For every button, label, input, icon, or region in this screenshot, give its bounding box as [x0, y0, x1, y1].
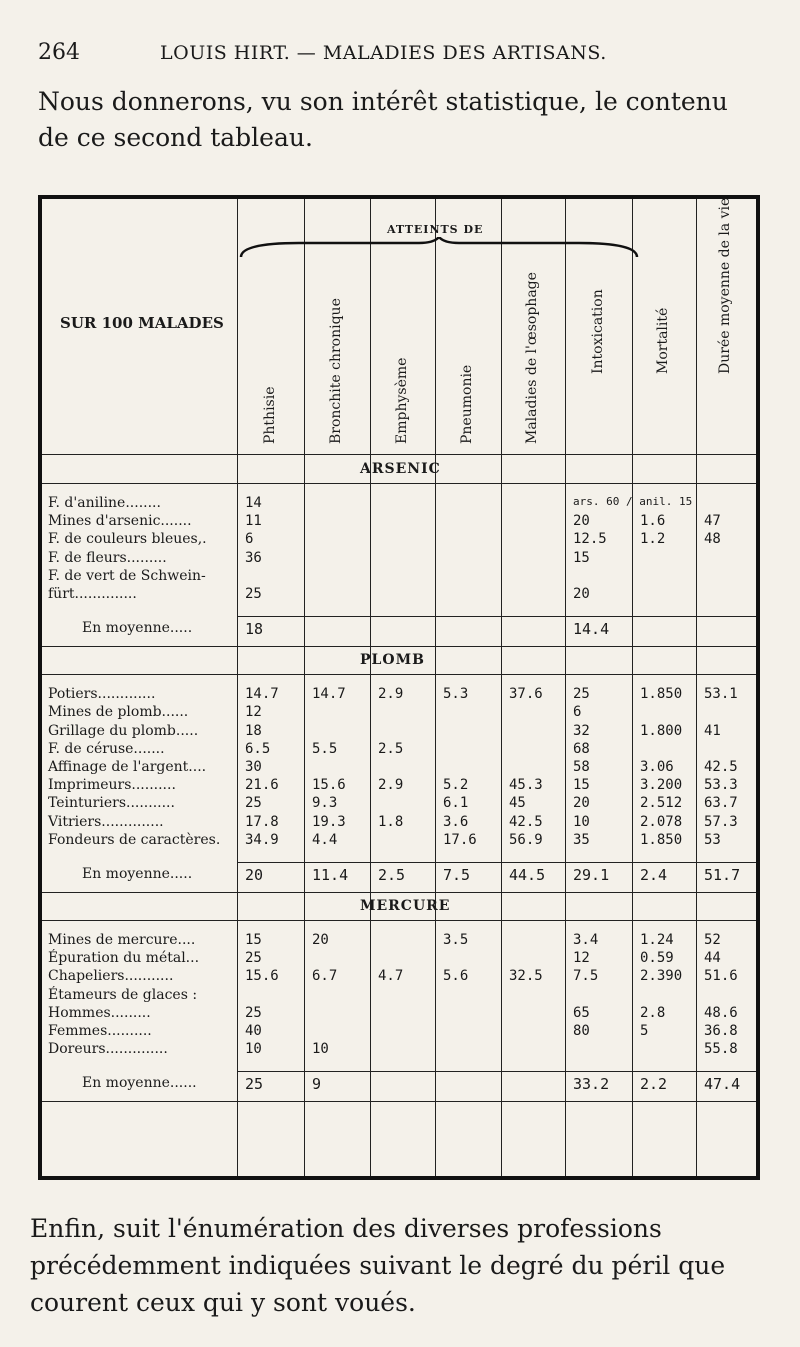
table-cell: 57.3	[704, 813, 738, 830]
table-cell: 2.9	[378, 777, 404, 794]
section-end-rule	[42, 892, 756, 893]
table-cell: 14	[245, 495, 262, 511]
table-cell: 20	[573, 795, 590, 812]
table-cell: 2.512	[640, 795, 683, 812]
section-title-arsenic: ARSENIC	[360, 461, 441, 477]
table-row-label: Épuration du métal...	[48, 950, 200, 967]
mean-row-label: En moyenne.....	[82, 866, 193, 882]
table-row-label: fürt..............	[48, 586, 137, 602]
column-rule	[304, 199, 305, 1176]
table-row-label: Teinturiers...........	[48, 795, 175, 812]
table-cell: 17.8	[245, 813, 279, 830]
table-cell: 48	[704, 531, 721, 548]
table-row-label: F. de vert de Schwein-	[48, 567, 206, 584]
column-rule	[632, 199, 633, 1176]
table-row-label: Chapeliers...........	[48, 968, 174, 985]
table-cell: 3.200	[640, 777, 683, 794]
table-cell: 1.8	[378, 813, 404, 830]
table-cell: 40	[245, 1023, 262, 1039]
table-row-label: Fondeurs de caractères.	[48, 831, 221, 848]
table-cell: 4.4	[312, 831, 338, 848]
column-rule	[501, 199, 502, 1176]
table-cell: 10	[573, 813, 590, 830]
table-cell: 45	[509, 795, 526, 812]
table-row-label: F. de couleurs bleues,.	[48, 531, 207, 548]
table-cell: 2.078	[640, 813, 683, 830]
table-cell: 5.6	[443, 968, 469, 985]
table-cell: 15	[573, 777, 590, 794]
table-cell: 25	[245, 586, 262, 602]
table-cell: 17.6	[443, 831, 477, 848]
table-row-label: Vitriers..............	[48, 813, 164, 830]
table-cell: 6	[573, 704, 582, 721]
table-cell: 18	[245, 722, 262, 739]
table-row-label: Mines d'arsenic.......	[48, 513, 192, 530]
table-cell: 65	[573, 1004, 590, 1021]
table-cell: 1.2	[640, 531, 666, 548]
mean-cell: 9	[312, 1075, 322, 1094]
table-cell: 36	[245, 549, 262, 566]
section-end-rule	[42, 646, 756, 647]
table-cell: 20	[312, 932, 329, 948]
table-cell: 47	[704, 513, 721, 530]
table-row-label: Imprimeurs..........	[48, 777, 176, 794]
section-title-mercure: MERCURE	[360, 898, 451, 914]
table-cell: 15.6	[245, 968, 279, 985]
table-cell: 19.3	[312, 813, 346, 830]
table-cell: 25	[245, 1004, 262, 1021]
table-cell: 6.5	[245, 740, 271, 757]
table-row-label: Étameurs de glaces :	[48, 986, 198, 1003]
table-cell: 48.6	[704, 1004, 738, 1021]
table-cell: 15	[245, 932, 262, 948]
table-cell: 3.6	[443, 813, 469, 830]
page-number: 264	[38, 40, 80, 65]
table-row-label: Mines de plomb......	[48, 704, 189, 721]
table-cell: 20	[573, 513, 590, 530]
group-brace	[239, 237, 639, 261]
column-rule	[435, 199, 436, 1176]
mean-rule	[237, 1071, 756, 1072]
mean-cell: 11.4	[312, 866, 349, 884]
table-cell: 42.5	[704, 759, 738, 775]
column-header-5: Maladies de l'œsophage	[524, 272, 540, 444]
section-title-plomb: PLOMB	[360, 652, 425, 669]
table-cell: 53	[704, 831, 721, 848]
section-end-rule	[42, 1101, 756, 1102]
table-row-label: F. de fleurs.........	[48, 549, 167, 566]
table-cell: 45.3	[509, 777, 543, 794]
table-cell: 5.2	[443, 777, 469, 794]
table-row-label: Affinage de l'argent....	[48, 759, 207, 775]
table-cell: 1.850	[640, 686, 683, 703]
mean-cell: 44.5	[509, 866, 546, 884]
column-header-1: Phthisie	[261, 386, 278, 444]
section-rule	[42, 920, 756, 921]
table-cell: 6.1	[443, 795, 469, 812]
running-title: LOUIS HIRT. — MALADIES DES ARTISANS.	[160, 42, 607, 64]
table-cell: 36.8	[704, 1023, 738, 1039]
table-row-label: Potiers.............	[48, 686, 156, 703]
table-cell: 3.06	[640, 759, 674, 775]
table-cell: 2.5	[378, 740, 404, 757]
column-header-2: Bronchite chronique	[328, 298, 344, 444]
table-cell: 7.5	[573, 968, 599, 985]
mean-rule	[237, 862, 756, 863]
table-cell: 34.9	[245, 831, 279, 848]
table-cell: ars. 60 / anil. 15	[573, 495, 693, 508]
table-row-label: Femmes..........	[48, 1023, 152, 1039]
mean-cell: 29.1	[573, 866, 610, 884]
column-rule	[696, 199, 697, 1176]
table-cell: 35	[573, 831, 590, 848]
column-header-7: Mortalité	[655, 307, 671, 374]
column-rule	[370, 199, 371, 1176]
mean-cell: 20	[245, 866, 264, 884]
table-cell: 9.3	[312, 795, 338, 812]
table-cell: 32	[573, 722, 590, 739]
table-cell: 25	[245, 950, 262, 967]
table-cell: 5.5	[312, 740, 338, 757]
table-cell: 32.5	[509, 968, 543, 985]
table-cell: 3.4	[573, 932, 599, 948]
table-cell: 4.7	[378, 968, 404, 985]
table-cell: 42.5	[509, 813, 543, 830]
table-cell: 12.5	[573, 531, 607, 548]
mean-cell: 2.5	[378, 866, 406, 884]
mean-row-label: En moyenne.....	[82, 620, 193, 637]
column-header-4: Pneumonie	[459, 364, 475, 444]
table-cell: 6	[245, 531, 254, 548]
table-cell: 10	[312, 1041, 329, 1058]
table-cell: 1.24	[640, 932, 674, 948]
header-rule	[42, 454, 756, 455]
table-cell: 41	[704, 722, 721, 739]
table-cell: 6.7	[312, 968, 338, 985]
column-header-3: Emphysème	[393, 357, 410, 444]
table-cell: 3.5	[443, 932, 469, 948]
section-rule	[42, 483, 756, 484]
table-cell: 14.7	[245, 686, 279, 703]
table-cell: 44	[704, 950, 721, 967]
mean-cell: 7.5	[443, 866, 471, 884]
mean-cell: 33.2	[573, 1075, 610, 1094]
table-cell: 63.7	[704, 795, 738, 812]
table-cell: 37.6	[509, 686, 543, 703]
table-cell: 1.850	[640, 831, 683, 848]
table-row-label: Hommes.........	[48, 1004, 151, 1021]
column-rule	[565, 199, 566, 1176]
table-cell: 1.800	[640, 722, 683, 739]
table-cell: 10	[245, 1041, 262, 1058]
table-cell: 80	[573, 1023, 590, 1039]
table-cell: 30	[245, 759, 262, 775]
mean-cell: 14.4	[573, 620, 610, 639]
table-cell: 68	[573, 740, 590, 757]
table-cell: 53.1	[704, 686, 738, 703]
mean-cell: 2.2	[640, 1075, 668, 1094]
mean-cell: 18	[245, 620, 264, 639]
column-rule	[237, 199, 238, 1176]
table-cell: 0.59	[640, 950, 674, 967]
mean-row-label: En moyenne......	[82, 1075, 197, 1092]
table-row-label: Mines de mercure....	[48, 932, 196, 948]
mean-cell: 25	[245, 1075, 264, 1094]
section-rule	[42, 674, 756, 675]
statistics-table	[38, 195, 760, 1180]
table-cell: 55.8	[704, 1041, 738, 1058]
table-cell: 25	[573, 686, 590, 703]
table-cell: 2.390	[640, 968, 683, 985]
table-corner-label: SUR 100 MALADES	[60, 314, 224, 332]
table-cell: 1.6	[640, 513, 666, 530]
table-cell: 15.6	[312, 777, 346, 794]
table-cell: 21.6	[245, 777, 279, 794]
table-cell: 20	[573, 586, 590, 602]
table-cell: 11	[245, 513, 262, 530]
table-cell: 14.7	[312, 686, 346, 703]
table-cell: 25	[245, 795, 262, 812]
table-cell: 53.3	[704, 777, 738, 794]
mean-rule	[237, 616, 756, 617]
closing-paragraph: Enfin, suit l'énumération des diverses professions précédemment indiquées suivant le degré du péril que courent ceux qui y sont voués.	[30, 1214, 726, 1317]
table-cell: 2.9	[378, 686, 404, 703]
table-cell: 15	[573, 549, 590, 566]
table-cell: 58	[573, 759, 590, 775]
table-cell: 12	[245, 704, 262, 721]
table-row-label: Grillage du plomb.....	[48, 722, 199, 739]
mean-cell: 47.4	[704, 1075, 741, 1094]
column-header-8: Durée moyenne de la vie	[717, 197, 733, 374]
table-cell: 52	[704, 932, 721, 948]
mean-cell: 2.4	[640, 866, 668, 884]
table-cell: 5	[640, 1023, 649, 1039]
table-cell: 2.8	[640, 1004, 666, 1021]
table-cell: 5.3	[443, 686, 469, 703]
table-row-label: F. d'aniline........	[48, 495, 161, 511]
table-cell: 51.6	[704, 968, 738, 985]
mean-cell: 51.7	[704, 866, 741, 884]
table-cell: 12	[573, 950, 590, 967]
column-header-6: Intoxication	[589, 289, 606, 374]
table-cell: 56.9	[509, 831, 543, 848]
group-header: ATTEINTS DE	[387, 223, 484, 236]
table-row-label: Doreurs..............	[48, 1041, 168, 1058]
table-row-label: F. de céruse.......	[48, 740, 165, 757]
intro-paragraph: Nous donnerons, vu son intérêt statistique, le contenu de ce second tableau.	[38, 87, 728, 152]
